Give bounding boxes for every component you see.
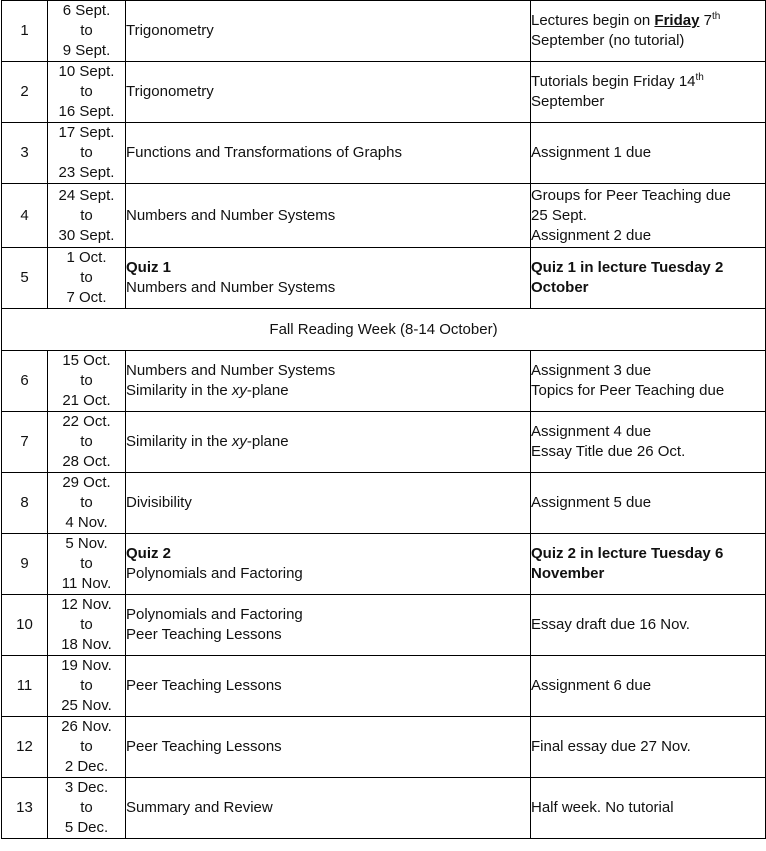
topic-line xyxy=(126,432,530,452)
date-to: to xyxy=(80,555,93,572)
date-range xyxy=(48,248,126,309)
date-to: to xyxy=(80,206,93,224)
date-start: 22 Oct. xyxy=(62,413,111,430)
table-row xyxy=(2,595,766,656)
date-end: 7 Oct. xyxy=(66,289,107,306)
date-end: 25 Nov. xyxy=(61,697,112,714)
topic-cell xyxy=(126,717,531,778)
date-range xyxy=(48,473,126,534)
topic-line: Numbers and Number Systems xyxy=(126,362,336,379)
date-to: to xyxy=(80,738,93,755)
notes-line: Groups for Peer Teaching due xyxy=(531,186,731,204)
table-row xyxy=(2,123,766,184)
date-range xyxy=(48,123,126,184)
topic-line: Functions and Transformations of Graphs xyxy=(126,144,402,161)
date-start: 24 Sept. xyxy=(58,186,115,204)
week-number: 6 xyxy=(2,351,48,412)
quiz-label: Quiz 2 xyxy=(126,545,172,562)
date-end: 4 Nov. xyxy=(65,514,108,531)
topic-text: Similarity in the xyxy=(126,382,232,399)
date-end: 5 Dec. xyxy=(64,819,109,836)
notes-superscript: th xyxy=(711,11,721,22)
notes-emphasis: Friday xyxy=(654,12,700,29)
topic-text: Similarity in the xyxy=(126,433,232,450)
date-to: to xyxy=(80,494,93,511)
week-number: 11 xyxy=(2,656,48,717)
table-row xyxy=(2,184,766,248)
notes-cell xyxy=(531,1,766,62)
notes-line: Assignment 1 due xyxy=(531,144,652,161)
notes-cell xyxy=(531,473,766,534)
date-to: to xyxy=(80,433,93,450)
date-start: 10 Sept. xyxy=(58,63,115,80)
date-start: 26 Nov. xyxy=(61,718,112,735)
table-row xyxy=(2,62,766,123)
date-range xyxy=(48,778,126,839)
date-to: to xyxy=(80,372,93,389)
topic-line: Divisibility xyxy=(126,494,192,511)
date-range xyxy=(48,412,126,473)
topic-cell xyxy=(126,1,531,62)
reading-week-row xyxy=(2,309,766,351)
notes-line: September (no tutorial) xyxy=(531,32,685,49)
date-range xyxy=(48,62,126,123)
table-row xyxy=(2,778,766,839)
topic-line: Numbers and Number Systems xyxy=(126,279,336,296)
date-start: 6 Sept. xyxy=(62,2,111,19)
topic-cell xyxy=(126,595,531,656)
table-row xyxy=(2,248,766,309)
topic-cell xyxy=(126,412,531,473)
topic-cell xyxy=(126,248,531,309)
notes-cell xyxy=(531,248,766,309)
notes-line: Topics for Peer Teaching due xyxy=(531,382,725,399)
date-start: 5 Nov. xyxy=(65,535,108,552)
notes-cell xyxy=(531,351,766,412)
week-number: 12 xyxy=(2,717,48,778)
date-end: 2 Dec. xyxy=(64,758,109,775)
notes-line: Assignment 2 due xyxy=(531,226,652,244)
date-start: 19 Nov. xyxy=(61,657,112,674)
reading-week-label: Fall Reading Week (8-14 October) xyxy=(2,309,766,351)
topic-line: Summary and Review xyxy=(126,799,273,816)
date-start: 1 Oct. xyxy=(66,249,107,266)
topic-cell xyxy=(126,123,531,184)
date-end: 30 Sept. xyxy=(58,226,115,244)
week-number: 1 xyxy=(2,1,48,62)
notes-line: Assignment 3 due xyxy=(531,362,652,379)
table-row xyxy=(2,351,766,412)
date-start: 3 Dec. xyxy=(64,779,109,796)
date-range xyxy=(48,717,126,778)
topic-cell xyxy=(126,778,531,839)
table-row xyxy=(2,1,766,62)
date-to: to xyxy=(80,616,93,633)
week-number: 10 xyxy=(2,595,48,656)
date-to: to xyxy=(80,83,93,100)
notes-line xyxy=(531,72,765,92)
date-range xyxy=(48,184,126,248)
topic-cell xyxy=(126,62,531,123)
notes-line: Assignment 5 due xyxy=(531,494,652,511)
topic-cell xyxy=(126,184,531,248)
notes-cell xyxy=(531,123,766,184)
topic-cell xyxy=(126,534,531,595)
notes-cell xyxy=(531,595,766,656)
date-to: to xyxy=(80,22,93,39)
topic-line: Trigonometry xyxy=(126,83,214,100)
notes-superscript: th xyxy=(695,72,704,83)
week-number: 2 xyxy=(2,62,48,123)
notes-line xyxy=(531,11,765,31)
date-start: 17 Sept. xyxy=(58,124,115,141)
date-start: 29 Oct. xyxy=(62,474,111,491)
date-range xyxy=(48,1,126,62)
topic-line: Peer Teaching Lessons xyxy=(126,738,282,755)
notes-cell xyxy=(531,62,766,123)
notes-text: Tutorials begin Friday 14 xyxy=(531,73,696,90)
date-to: to xyxy=(80,269,93,286)
notes-cell xyxy=(531,534,766,595)
date-range xyxy=(48,595,126,656)
notes-line: Assignment 4 due xyxy=(531,423,652,440)
table-row xyxy=(2,534,766,595)
notes-line: November xyxy=(531,565,605,582)
week-number: 13 xyxy=(2,778,48,839)
date-range xyxy=(48,534,126,595)
topic-italic: xy xyxy=(231,433,247,450)
topic-text: -plane xyxy=(246,433,289,450)
notes-line: Quiz 1 in lecture Tuesday 2 xyxy=(531,259,724,276)
topic-cell xyxy=(126,656,531,717)
table-row xyxy=(2,473,766,534)
week-number: 7 xyxy=(2,412,48,473)
week-number: 5 xyxy=(2,248,48,309)
topic-line: Trigonometry xyxy=(126,22,214,39)
notes-cell xyxy=(531,778,766,839)
date-to: to xyxy=(80,144,93,161)
topic-italic: xy xyxy=(231,382,247,399)
topic-line: Peer Teaching Lessons xyxy=(126,677,282,694)
notes-cell xyxy=(531,656,766,717)
notes-line: Essay Title due 26 Oct. xyxy=(531,443,686,460)
date-end: 11 Nov. xyxy=(61,575,112,592)
notes-line: Quiz 2 in lecture Tuesday 6 xyxy=(531,545,724,562)
date-end: 9 Sept. xyxy=(62,42,111,59)
table-row xyxy=(2,717,766,778)
notes-line: Essay draft due 16 Nov. xyxy=(531,616,690,633)
date-end: 28 Oct. xyxy=(62,453,111,470)
notes-line: October xyxy=(531,279,589,296)
notes-text: Lectures begin on xyxy=(531,12,655,29)
date-end: 16 Sept. xyxy=(58,103,115,120)
notes-line: 25 Sept. xyxy=(531,206,587,224)
week-number: 8 xyxy=(2,473,48,534)
date-to: to xyxy=(80,677,93,694)
date-end: 23 Sept. xyxy=(58,164,115,181)
notes-cell xyxy=(531,717,766,778)
date-end: 21 Oct. xyxy=(62,392,111,409)
notes-cell xyxy=(531,184,766,248)
topic-cell xyxy=(126,351,531,412)
notes-line: Half week. No tutorial xyxy=(531,799,674,816)
topic-line: Polynomials and Factoring xyxy=(126,565,303,582)
week-number: 4 xyxy=(2,184,48,248)
table-row xyxy=(2,412,766,473)
course-schedule-table xyxy=(1,0,766,839)
topic-line xyxy=(126,381,530,401)
week-number: 3 xyxy=(2,123,48,184)
date-start: 15 Oct. xyxy=(62,352,111,369)
date-to: to xyxy=(80,799,93,816)
notes-line: Assignment 6 due xyxy=(531,677,652,694)
topic-text: -plane xyxy=(246,382,289,399)
notes-cell xyxy=(531,412,766,473)
table-row xyxy=(2,656,766,717)
date-range xyxy=(48,656,126,717)
date-range xyxy=(48,351,126,412)
date-end: 18 Nov. xyxy=(61,636,112,653)
topic-line: Polynomials and Factoring xyxy=(126,606,303,623)
notes-line: September xyxy=(531,93,605,110)
quiz-label: Quiz 1 xyxy=(126,259,172,276)
week-number: 9 xyxy=(2,534,48,595)
topic-line: Numbers and Number Systems xyxy=(126,206,336,224)
notes-line: Final essay due 27 Nov. xyxy=(531,738,691,755)
topic-cell xyxy=(126,473,531,534)
date-start: 12 Nov. xyxy=(61,596,112,613)
notes-text: 7 xyxy=(699,12,712,29)
topic-line: Peer Teaching Lessons xyxy=(126,626,282,643)
